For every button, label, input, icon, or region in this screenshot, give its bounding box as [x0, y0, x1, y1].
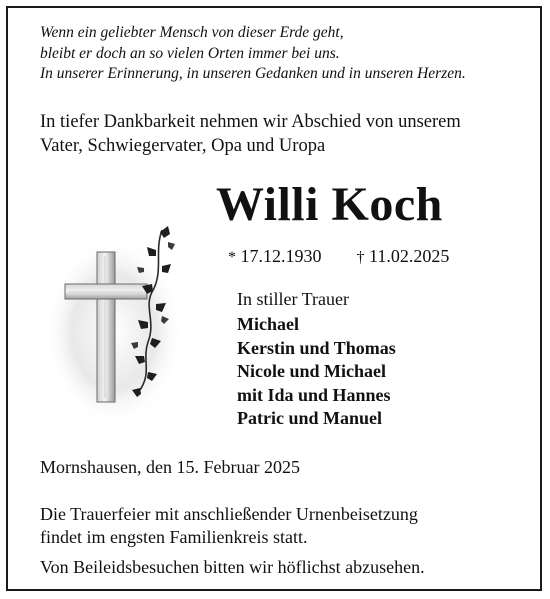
mourner-name: Nicole und Michael [237, 361, 386, 381]
life-dates [228, 244, 449, 270]
death-date: 11.02.2025 [369, 246, 450, 266]
place-date: Mornshausen, den 15. Februar 2025 [40, 457, 300, 477]
poem [40, 23, 466, 85]
death-symbol: † [356, 249, 365, 266]
birth-symbol: * [228, 249, 236, 266]
visits-note: Von Beileidsbesuchen bitten wir höflichst abzusehen. [40, 557, 425, 577]
mourner-name: mit Ida und Hannes [237, 384, 391, 405]
intro-line: In tiefer Dankbarkeit nehmen wir Abschied von unserem [40, 112, 461, 132]
poem-line: bleibt er doch an so vielen Orten immer bei uns. [40, 44, 340, 62]
service-line: findet im engsten Familienkreis statt. [40, 527, 308, 547]
service-info [40, 503, 418, 549]
deceased-name: Willi Koch [216, 178, 443, 231]
cross-with-ivy-icon [52, 222, 192, 422]
service-line: Die Trauerfeier mit anschließender Urnenbeisetzung [40, 504, 418, 524]
mourner-name: Kerstin und Thomas [237, 337, 396, 358]
intro-line: Vater, Schwiegervater, Opa und Uropa [40, 136, 326, 156]
mourners-block [237, 288, 396, 431]
mourner-name: Patric und Manuel [237, 408, 383, 428]
intro-text [40, 110, 461, 158]
poem-line: Wenn ein geliebter Mensch von dieser Erde geht, [40, 24, 344, 41]
mourner-names [237, 313, 396, 431]
mourner-name: Michael [237, 314, 299, 334]
mourners-lead: In stiller Trauer [237, 289, 349, 309]
poem-line: In unserer Erinnerung, in unseren Gedanken und in unseren Herzen. [40, 65, 466, 82]
birth-date: 17.12.1930 [240, 246, 322, 266]
